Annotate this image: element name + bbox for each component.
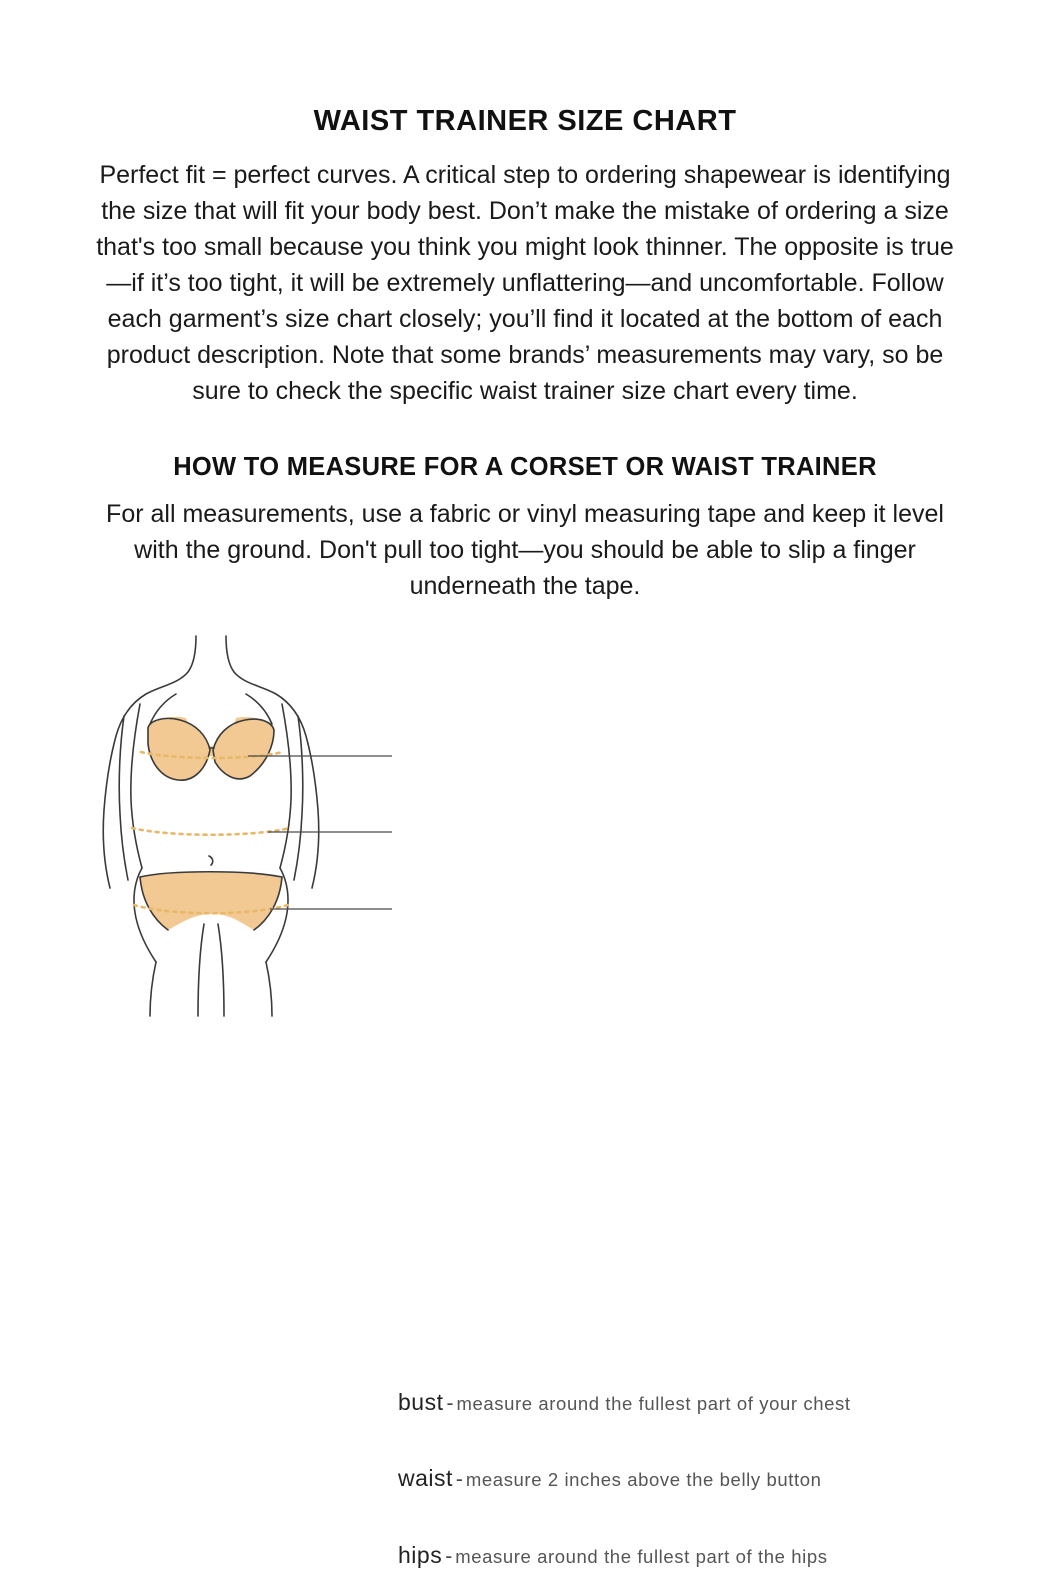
callout-waist-description: measure 2 inches above the belly button xyxy=(465,1468,822,1490)
measure-instructions: For all measurements, use a fabric or vinyl measuring tape and keep it level with the ground. Don't pull too tight—you should be able to slip a finger underneath the tape. xyxy=(106,499,944,600)
section-title-how-to-measure: HOW TO MEASURE FOR A CORSET OR WAIST TRAINER xyxy=(173,452,877,481)
callout-bust-label: bust xyxy=(398,1388,444,1415)
body-outline xyxy=(103,636,319,1016)
callout-bust xyxy=(398,1389,851,1416)
callout-bust-dash: - xyxy=(446,1391,454,1415)
waist-tape-line xyxy=(132,828,290,835)
callout-hips-description: measure around the fullest part of the hips xyxy=(455,1545,828,1567)
size-chart-page xyxy=(0,104,1050,1568)
callout-hips xyxy=(398,1542,828,1569)
callout-hips-dash: - xyxy=(445,1544,453,1568)
page-title: WAIST TRAINER SIZE CHART xyxy=(313,105,737,137)
callout-bust-description: measure around the fullest part of your chest xyxy=(456,1392,851,1414)
callout-waist-label: waist xyxy=(398,1464,453,1491)
callout-hips-label: hips xyxy=(398,1541,443,1568)
body-measurement-diagram xyxy=(0,624,1050,1568)
intro-paragraph: Perfect fit = perfect curves. A critical step to ordering shapewear is identifying the size that will fit your body best. Don’t make the mistake of ordering a size that's too small because you think you might look thinner. The opposite is true—if it’s too tight, it will be extremely unflattering—and uncomfortable. Follow each garment’s size chart closely; you’ll find it located at the bottom of each product description. Note that some brands’ measurements may vary, so be sure to check the specific waist trainer size chart every time. xyxy=(96,160,954,405)
female-body-illustration xyxy=(0,624,1050,1024)
callout-waist xyxy=(398,1465,822,1492)
panty-shape xyxy=(140,872,282,930)
callout-waist-dash: - xyxy=(455,1467,463,1491)
